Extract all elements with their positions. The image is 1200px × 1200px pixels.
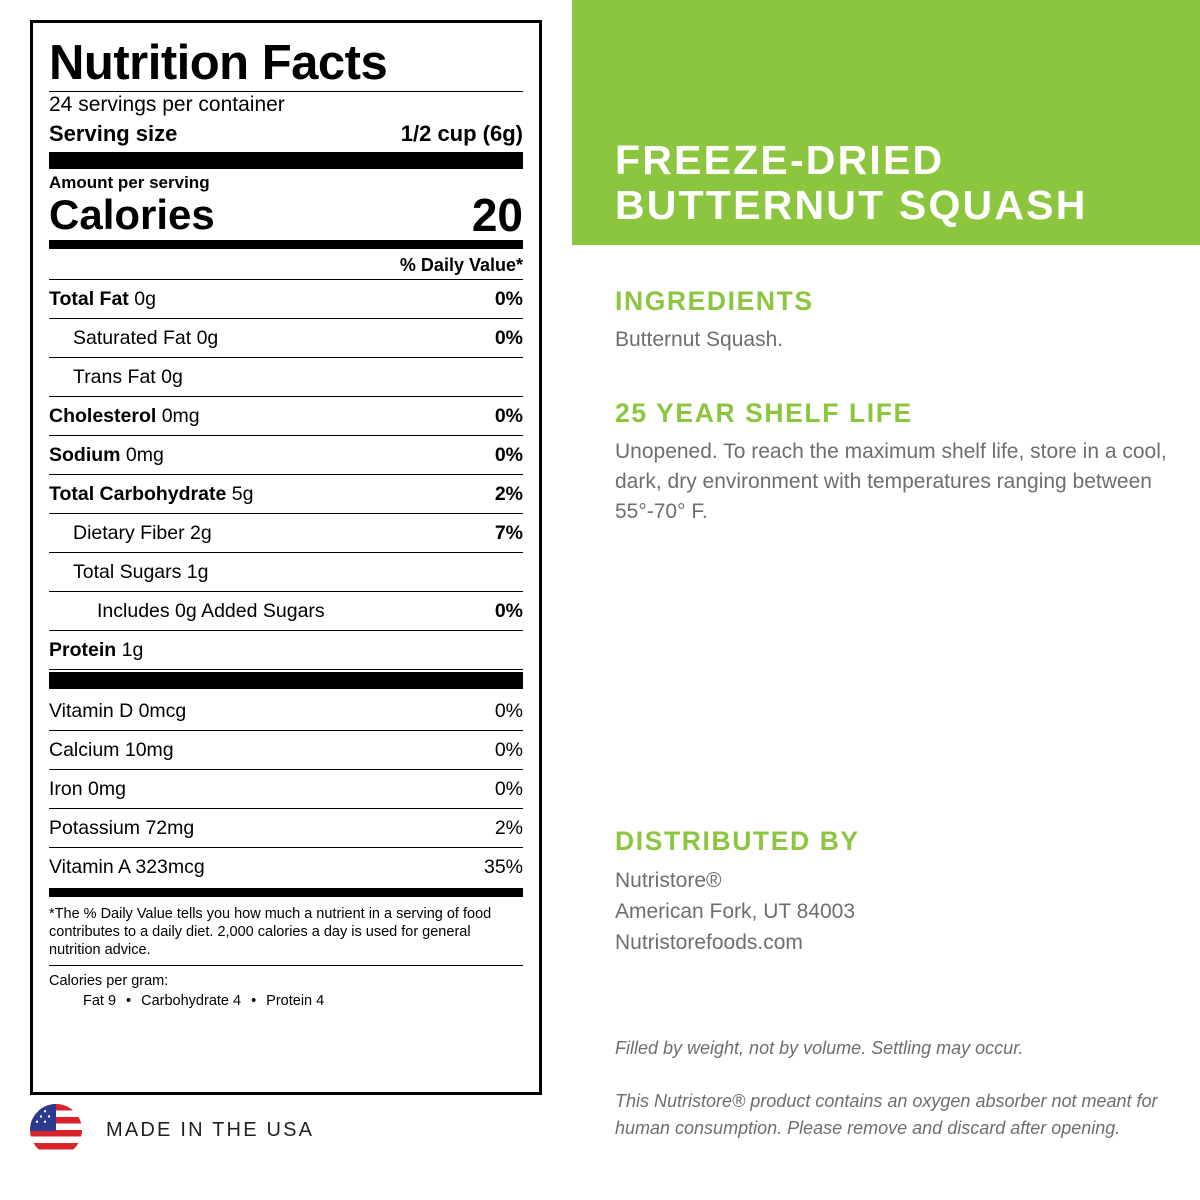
micronutrient-row xyxy=(49,809,523,847)
divider-under-calories xyxy=(49,240,523,249)
calories-per-gram-label: Calories per gram: xyxy=(49,973,169,989)
nutrient-daily-value: 0% xyxy=(494,444,523,466)
micronutrient-daily-value: 0% xyxy=(494,700,523,722)
nutrient-rows xyxy=(49,280,523,670)
nutrient-name: Includes 0g Added Sugars xyxy=(97,600,325,622)
nutrient-row-divider xyxy=(49,669,523,670)
ingredients-section xyxy=(615,286,1175,355)
divider-thick-top xyxy=(49,152,523,169)
amount-per-serving-label: Amount per serving xyxy=(49,173,210,192)
shelf-life-body: Unopened. To reach the maximum shelf life, store in a cool, dark, dry environment with temperatures ranging between 55°-70° F. xyxy=(615,440,1167,523)
nutrient-row xyxy=(49,475,523,513)
made-in-usa-label: MADE IN THE USA xyxy=(106,1118,315,1141)
micronutrient-name: Vitamin D 0mcg xyxy=(49,700,187,722)
micronutrient-name: Vitamin A 323mcg xyxy=(49,856,205,878)
nutrient-name: Saturated Fat 0g xyxy=(73,327,219,349)
nutrient-name: Total Sugars 1g xyxy=(73,561,209,583)
micronutrient-row xyxy=(49,692,523,730)
nutrient-name: Sodium 0mg xyxy=(49,444,164,466)
micronutrient-daily-value: 0% xyxy=(494,739,523,761)
nutrient-name: Total Carbohydrate 5g xyxy=(49,483,254,505)
legal-notes xyxy=(615,1035,1160,1142)
nutrient-daily-value: 2% xyxy=(494,483,523,505)
nutrient-row xyxy=(49,397,523,435)
calories-label: Calories xyxy=(49,191,215,238)
calories-per-gram-block xyxy=(49,972,523,1010)
ingredients-body: Butternut Squash. xyxy=(615,328,784,351)
nutrient-row xyxy=(49,631,523,669)
divider-above-footnote xyxy=(49,888,523,897)
nutrient-row xyxy=(49,358,523,396)
flag-canton xyxy=(30,1104,56,1131)
nutrient-name: Dietary Fiber 2g xyxy=(73,522,212,544)
daily-value-footnote: *The % Daily Value tells you how much a nutrient in a serving of food contributes to a daily diet. 2,000 calories a day is used for general nutrition advice. xyxy=(49,906,492,958)
distributor-company: Nutristore® xyxy=(615,869,722,892)
nutrient-daily-value: 0% xyxy=(494,405,523,427)
calories-per-gram-item: Protein 4 xyxy=(266,993,325,1009)
distributed-by-section xyxy=(615,826,1175,958)
nutrient-row xyxy=(49,592,523,630)
calories-value: 20 xyxy=(471,189,523,241)
nutrient-row xyxy=(49,280,523,318)
shelf-life-heading: 25 YEAR SHELF LIFE xyxy=(615,398,913,428)
product-title xyxy=(615,138,1185,228)
nutrient-daily-value: 7% xyxy=(494,522,523,544)
micronutrient-name: Iron 0mg xyxy=(49,778,126,800)
nutrition-facts-panel xyxy=(30,20,542,1095)
calories-per-gram-item: Fat 9 xyxy=(83,993,117,1009)
micronutrient-rows xyxy=(49,692,523,886)
micronutrient-daily-value: 2% xyxy=(494,817,523,839)
serving-size-row xyxy=(49,120,523,148)
distributed-by-heading: DISTRIBUTED BY xyxy=(615,826,860,856)
legal-line-1: Filled by weight, not by volume. Settling may occur. xyxy=(615,1038,1024,1058)
nutrient-name: Protein 1g xyxy=(49,639,144,661)
ingredients-heading: INGREDIENTS xyxy=(615,286,814,316)
divider-thick-bottom xyxy=(49,672,523,689)
nutrition-facts-title: Nutrition Facts xyxy=(49,36,388,90)
nutrient-daily-value: 0% xyxy=(494,288,523,310)
product-title-line-2: BUTTERNUT SQUASH xyxy=(615,182,1088,228)
micronutrient-row xyxy=(49,731,523,769)
distributor-address: American Fork, UT 84003 xyxy=(615,900,856,923)
nutrient-row xyxy=(49,436,523,474)
usa-flag-icon xyxy=(30,1104,82,1156)
micronutrient-daily-value: 35% xyxy=(483,856,523,878)
micronutrient-name: Potassium 72mg xyxy=(49,817,195,839)
divider-above-calories-per-gram xyxy=(49,965,523,966)
nutrient-row xyxy=(49,319,523,357)
distributor-website[interactable]: Nutristorefoods.com xyxy=(615,931,803,954)
calories-per-gram-item: Carbohydrate 4 xyxy=(141,993,242,1009)
made-in-usa-block xyxy=(30,1095,430,1165)
servings-per-container: 24 servings per container xyxy=(49,93,285,116)
micronutrient-row xyxy=(49,848,523,886)
calories-per-gram-values xyxy=(49,992,523,1010)
nutrient-daily-value: 0% xyxy=(494,327,523,349)
calories-per-gram-separator: • xyxy=(126,993,132,1009)
nutrient-row xyxy=(49,514,523,552)
serving-size-value: 1/2 cup (6g) xyxy=(400,121,523,146)
nutrient-name: Trans Fat 0g xyxy=(73,366,183,388)
nutrient-daily-value: 0% xyxy=(494,600,523,622)
calories-per-gram-separator: • xyxy=(251,993,257,1009)
product-title-line-1: FREEZE-DRIED xyxy=(615,137,945,183)
calories-row xyxy=(49,189,523,241)
micronutrient-name: Calcium 10mg xyxy=(49,739,174,761)
nutrient-name: Total Fat 0g xyxy=(49,288,156,310)
shelf-life-section xyxy=(615,398,1185,527)
legal-line-2: This Nutristore® product contains an oxygen absorber not meant for human consumption. Please remove and discard after opening. xyxy=(615,1091,1158,1138)
nutrient-row xyxy=(49,553,523,591)
distributor-details xyxy=(615,865,1175,958)
micronutrient-daily-value: 0% xyxy=(494,778,523,800)
serving-size-label: Serving size xyxy=(49,121,178,146)
nutrient-name: Cholesterol 0mg xyxy=(49,405,200,427)
micronutrient-row xyxy=(49,770,523,808)
daily-value-header: % Daily Value* xyxy=(399,255,523,275)
